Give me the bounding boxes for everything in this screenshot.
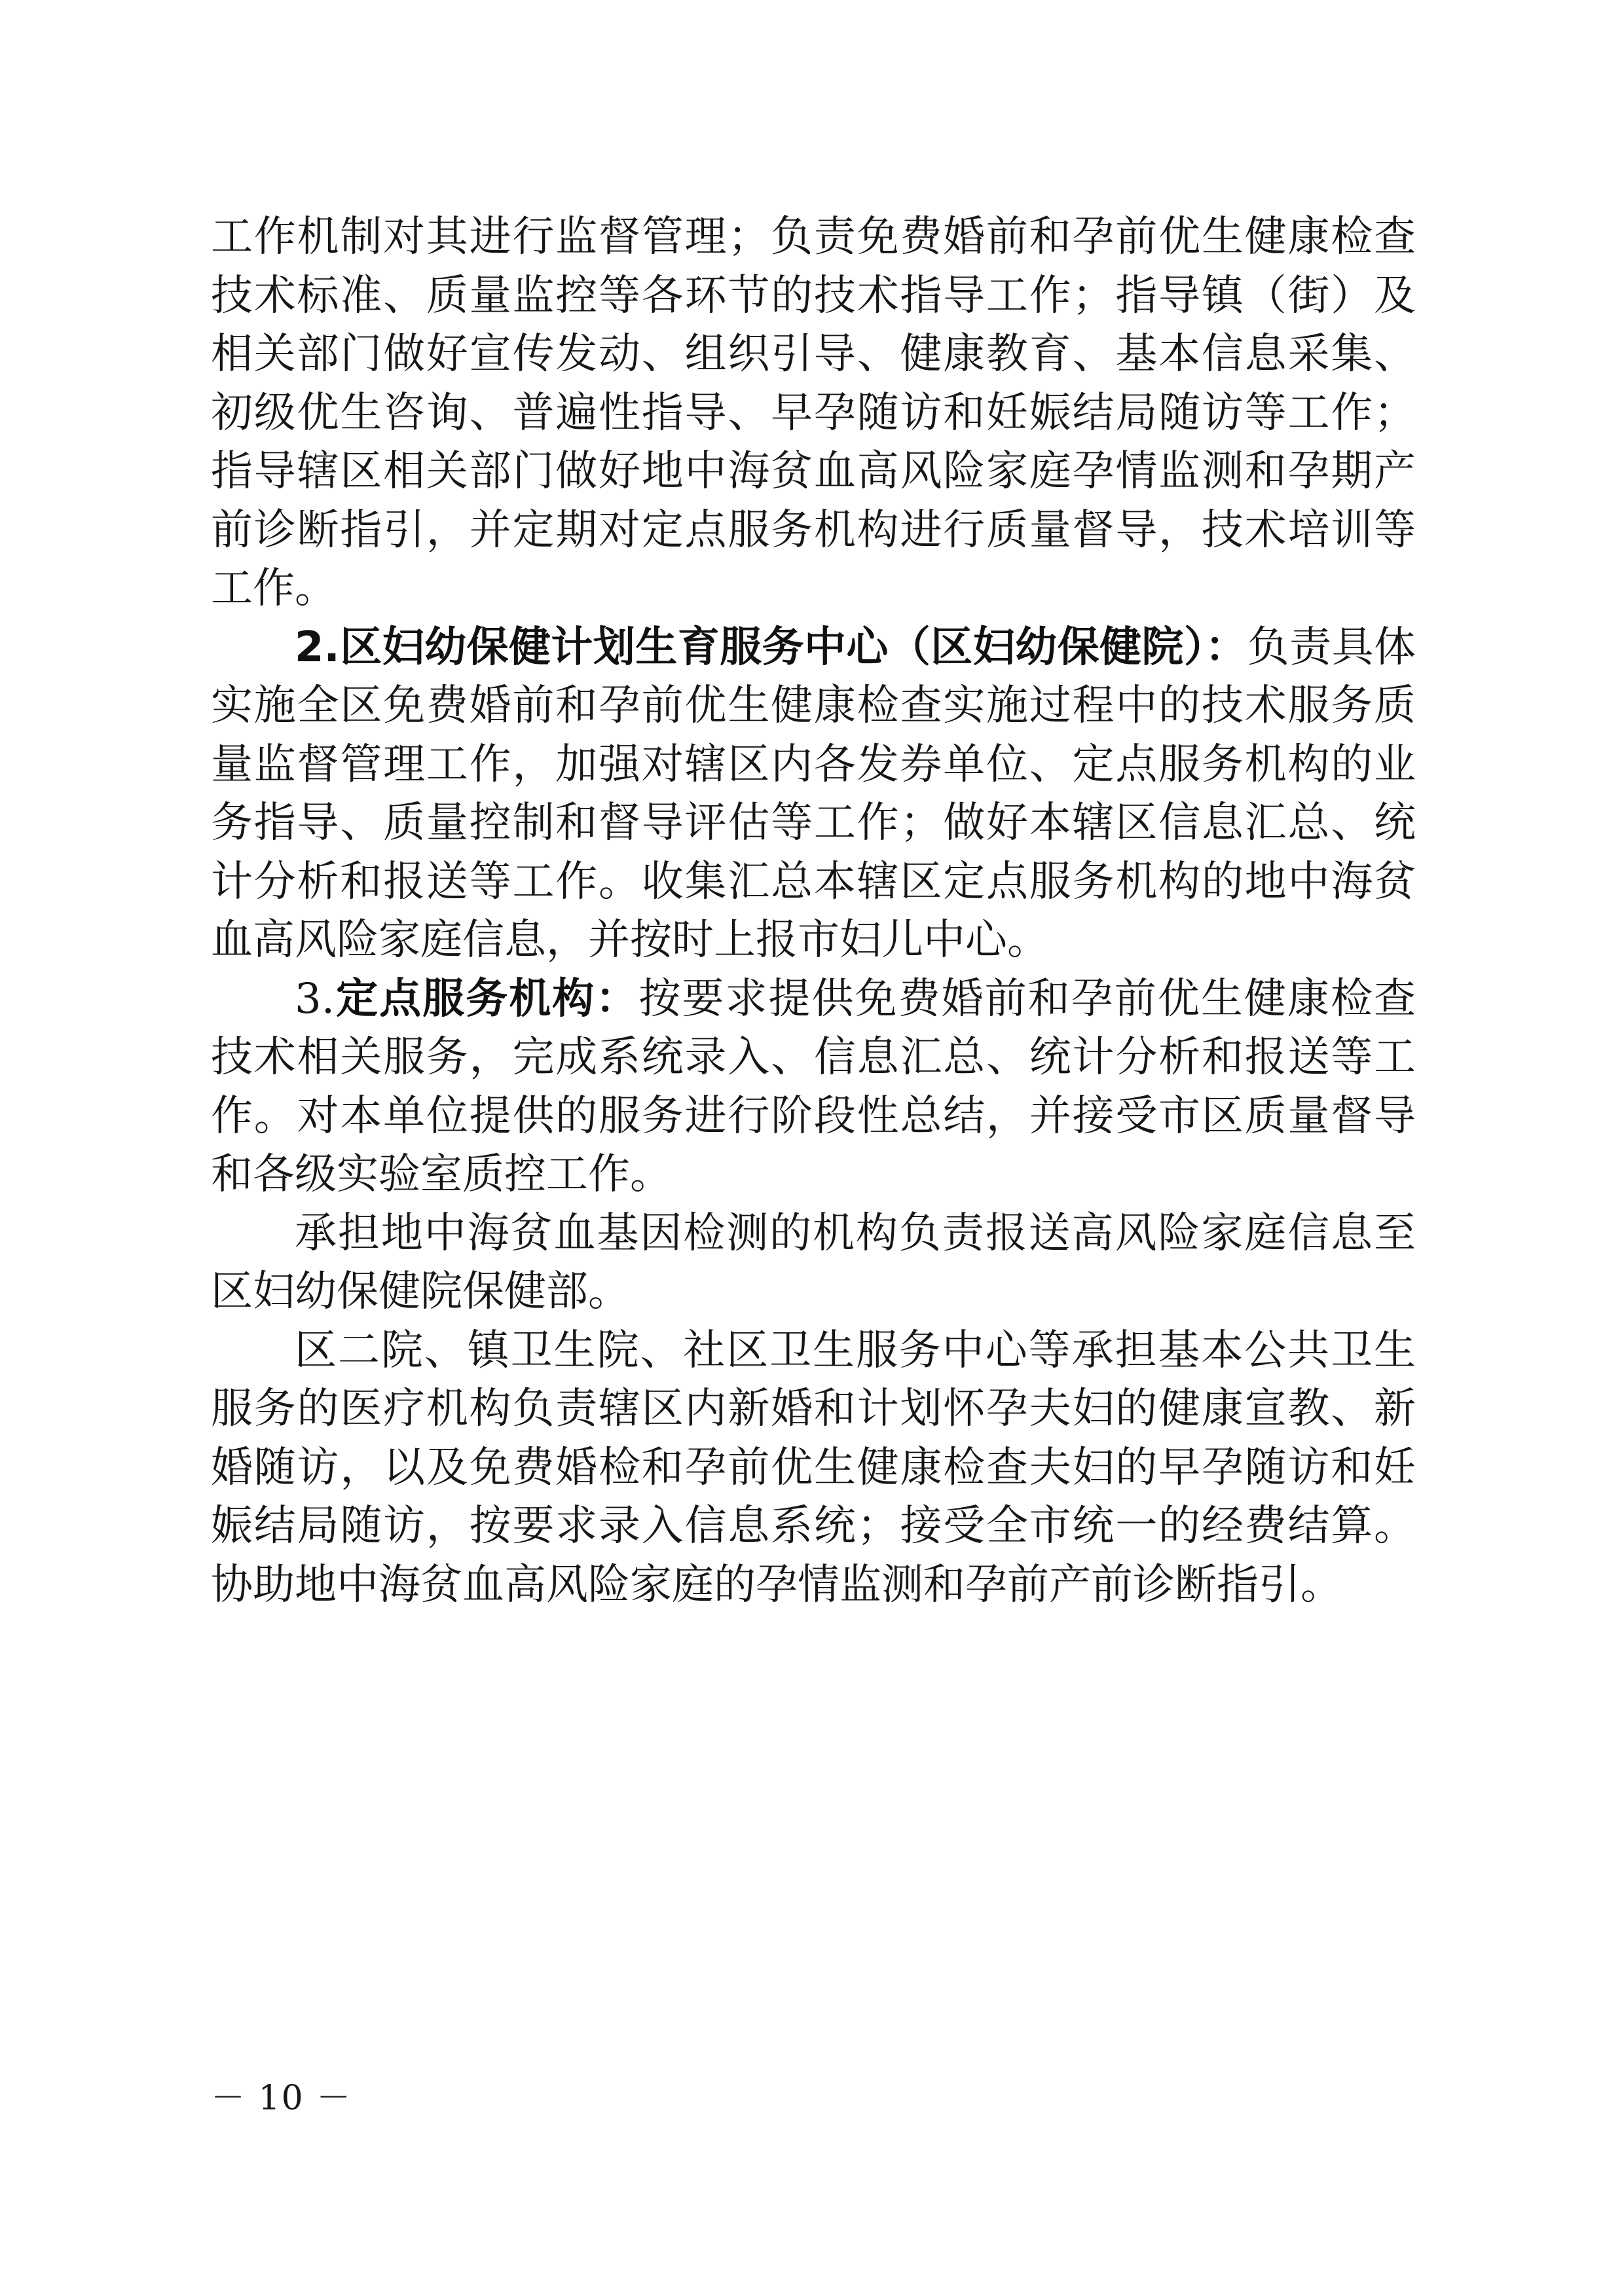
- paragraph-thalassemia-testing-institutions: [211, 1205, 1416, 1322]
- paragraph-heading: 定点服务机构：: [335, 974, 639, 1023]
- page-number: － 10 －: [211, 2079, 352, 2118]
- paragraph-text: 区二院、镇卫生院、社区卫生服务中心等承担基本公共卫生服务的医疗机构负责辖区内新婚和计划怀孕夫妇的健康宣教、新婚随访，以及免费婚检和孕前优生健康检查夫妇的早孕随访和妊娠结局随访，按要求录入信息系统；接受全市统一的经费结算。协助地中海贫血高风险家庭的孕情监测和孕前产前诊断指引。: [211, 1326, 1416, 1609]
- paragraph-text: 按要求提供免费婚前和孕前优生健康检查技术相关服务，完成系统录入、信息汇总、统计分析和报送等工作。对本单位提供的服务进行阶段性总结，并接受市区质量督导和各级实验室质控工作。: [211, 974, 1416, 1199]
- body-text: [211, 208, 1416, 1614]
- paragraph-heading-number: 3.: [295, 974, 335, 1023]
- paragraph-designated-service-institutions: [211, 970, 1416, 1205]
- paragraph-text: 工作机制对其进行监督管理；负责免费婚前和孕前优生健康检查技术标准、质量监控等各环节的技术指导工作；指导镇（街）及相关部门做好宣传发动、组织引导、健康教育、基本信息采集、初级优生咨询、普遍性指导、早孕随访和妊娠结局随访等工作；指导辖区相关部门做好地中海贫血高风险家庭孕情监测和孕期产前诊断指引，并定期对定点服务机构进行质量督导，技术培训等工作。: [211, 213, 1416, 613]
- paragraph-text: 承担地中海贫血基因检测的机构负责报送高风险家庭信息至区妇幼保健院保健部。: [211, 1209, 1416, 1316]
- paragraph-work-mechanism: [211, 208, 1416, 619]
- paragraph-text: 负责具体实施全区免费婚前和孕前优生健康检查实施过程中的技术服务质量监督管理工作，加强对辖区内各发券单位、定点服务机构的业务指导、质量控制和督导评估等工作；做好本辖区信息汇总、统计分析和报送等工作。收集汇总本辖区定点服务机构的地中海贫血高风险家庭信息，并按时上报市妇儿中心。: [211, 623, 1416, 964]
- paragraph-primary-care-institutions: [211, 1322, 1416, 1615]
- paragraph-heading: 2.区妇幼保健计划生育服务中心（区妇幼保健院）：: [295, 623, 1247, 672]
- paragraph-district-maternal-child-center: [211, 619, 1416, 970]
